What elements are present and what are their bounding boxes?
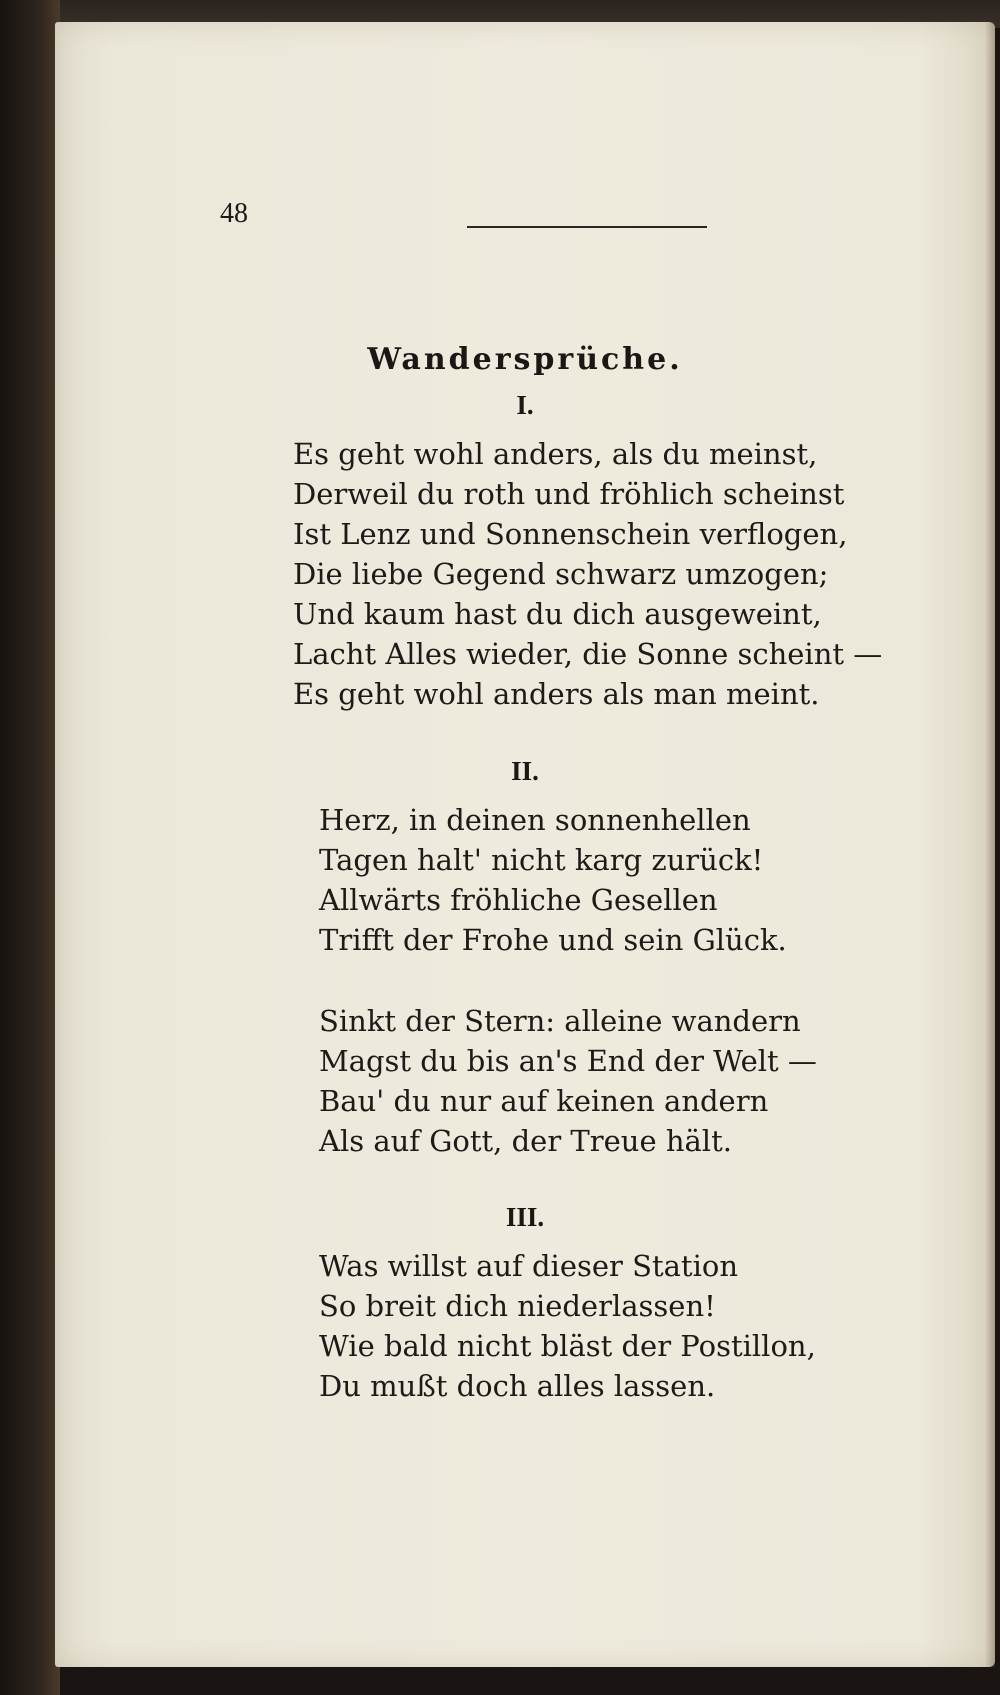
verse-line: Herz, in deinen sonnenhellen bbox=[319, 803, 751, 837]
verse-line: Derweil du roth und fröhlich scheinst bbox=[293, 477, 845, 511]
section-numeral-3: III. bbox=[505, 1202, 545, 1232]
verse-line: Die liebe Gegend schwarz umzogen; bbox=[293, 557, 829, 591]
verse-line: Trifft der Frohe und sein Glück. bbox=[319, 923, 787, 957]
page-number: 48 bbox=[220, 198, 248, 229]
verse-line: Tagen halt' nicht karg zurück! bbox=[319, 843, 764, 877]
stanza-3-1 bbox=[319, 1246, 816, 1406]
verse-line: Und kaum hast du dich ausgeweint, bbox=[293, 597, 822, 631]
poem-title: Wandersprüche. bbox=[367, 342, 683, 377]
book-page bbox=[55, 22, 995, 1667]
book-binding-edge bbox=[0, 0, 60, 1695]
section-numeral-2: II. bbox=[511, 756, 539, 786]
verse-line: Es geht wohl anders, als du meinst, bbox=[293, 437, 818, 471]
verse-line: Magst du bis an's End der Welt — bbox=[319, 1044, 817, 1078]
page-edge-shadow bbox=[985, 22, 995, 1667]
verse-line: Ist Lenz und Sonnenschein verflogen, bbox=[293, 517, 848, 551]
verse-line: Lacht Alles wieder, die Sonne scheint — bbox=[293, 637, 883, 671]
stanza-2-1 bbox=[319, 800, 787, 960]
stanza-2-2 bbox=[319, 1001, 817, 1161]
verse-line: Bau' du nur auf keinen andern bbox=[319, 1084, 769, 1118]
verse-line: Als auf Gott, der Treue hält. bbox=[319, 1124, 732, 1158]
verse-line: Wie bald nicht bläst der Postillon, bbox=[319, 1329, 816, 1363]
verse-line: Was willst auf dieser Station bbox=[319, 1249, 738, 1283]
verse-line: Sinkt der Stern: alleine wandern bbox=[319, 1004, 801, 1038]
header-rule bbox=[467, 226, 707, 228]
verse-line: Es geht wohl anders als man meint. bbox=[293, 677, 820, 711]
stanza-1-1 bbox=[293, 434, 882, 714]
verse-line: Allwärts fröhliche Gesellen bbox=[319, 883, 718, 917]
verse-line: So breit dich niederlassen! bbox=[319, 1289, 716, 1323]
section-numeral-1: I. bbox=[516, 390, 534, 420]
verse-line: Du mußt doch alles lassen. bbox=[319, 1369, 716, 1403]
